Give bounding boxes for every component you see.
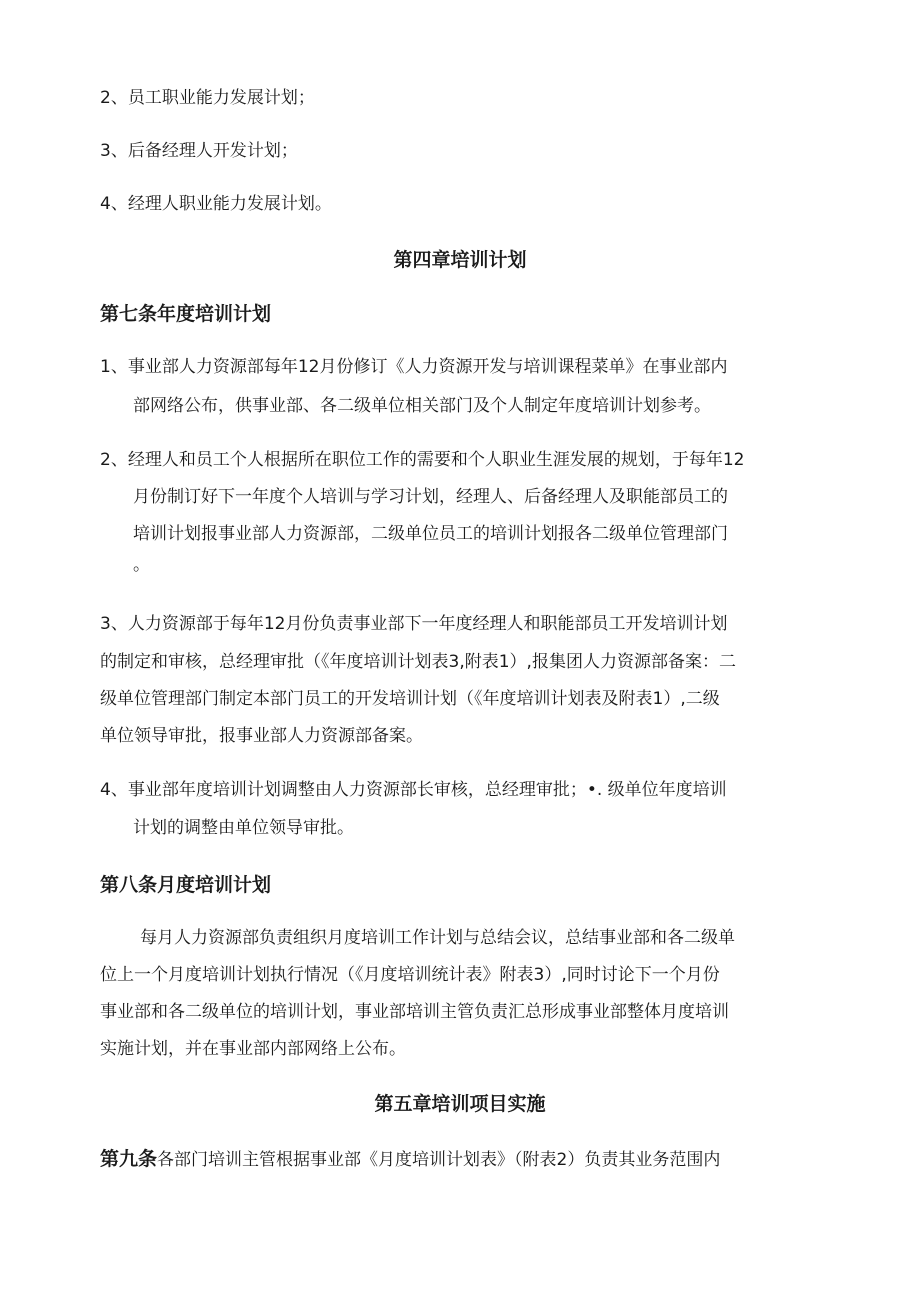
- paragraph-line: 位上一个月度培训计划执行情况（《月度培训统计表》附表3）,同时讨论下一个月份: [100, 965, 720, 985]
- list-item: 2、员工职业能力发展计划；: [100, 88, 315, 108]
- chapter-heading: 第五章培训项目实施: [374, 1093, 546, 1115]
- article-paragraph: [100, 1147, 840, 1172]
- list-item: 3、人力资源部于每年12月份负责事业部下一年度经理人和职能部员工开发培训计划: [100, 614, 728, 634]
- article-text: 各部门培训主管根据事业部《月度培训计划表》（附表2）负责其业务范围内: [157, 1150, 721, 1170]
- list-item-continuation: 单位领导审批，报事业部人力资源部备案。: [100, 726, 423, 746]
- list-item-continuation: 的制定和审核，总经理审批（《年度培训计划表3,附表1）,报集团人力资源部备案：二: [100, 652, 736, 672]
- list-item-continuation: 月份制订好下一年度个人培训与学习计划，经理人、后备经理人及职能部员工的: [133, 487, 728, 507]
- list-item: 2、经理人和员工个人根据所在职位工作的需要和个人职业生涯发展的规划，于每年12: [100, 450, 745, 470]
- paragraph-line: 每月人力资源部负责组织月度培训工作计划与总结会议，总结事业部和各二级单: [140, 928, 735, 948]
- article-heading: 第九条: [100, 1148, 158, 1170]
- article-heading: 第七条年度培训计划: [100, 303, 272, 325]
- paragraph-line: 事业部和各二级单位的培训计划，事业部培训主管负责汇总形成事业部整体月度培训: [100, 1002, 729, 1022]
- list-item: 4、经理人职业能力发展计划。: [100, 194, 332, 214]
- list-item-continuation: 培训计划报事业部人力资源部，二级单位员工的培训计划报各二级单位管理部门: [133, 524, 728, 544]
- paragraph-line: 实施计划，并在事业部内部网络上公布。: [100, 1039, 406, 1059]
- list-item-continuation: 计划的调整由单位领导审批。: [133, 818, 354, 838]
- chapter-heading: 第四章培训计划: [393, 249, 527, 271]
- list-item: 1、事业部人力资源部每年12月份修订《人力资源开发与培训课程菜单》在事业部内: [100, 357, 728, 377]
- list-item: 4、事业部年度培训计划调整由人力资源部长审核，总经理审批；•. 级单位年度培训: [100, 780, 727, 800]
- article-heading: 第八条月度培训计划: [100, 874, 272, 896]
- list-item-continuation: 。: [133, 555, 150, 575]
- list-item: 3、后备经理人开发计划；: [100, 141, 298, 161]
- list-item-continuation: 级单位管理部门制定本部门员工的开发培训计划（《年度培训计划表及附表1）,二级: [100, 689, 720, 709]
- list-item-continuation: 部网络公布，供事业部、各二级单位相关部门及个人制定年度培训计划参考。: [133, 396, 711, 416]
